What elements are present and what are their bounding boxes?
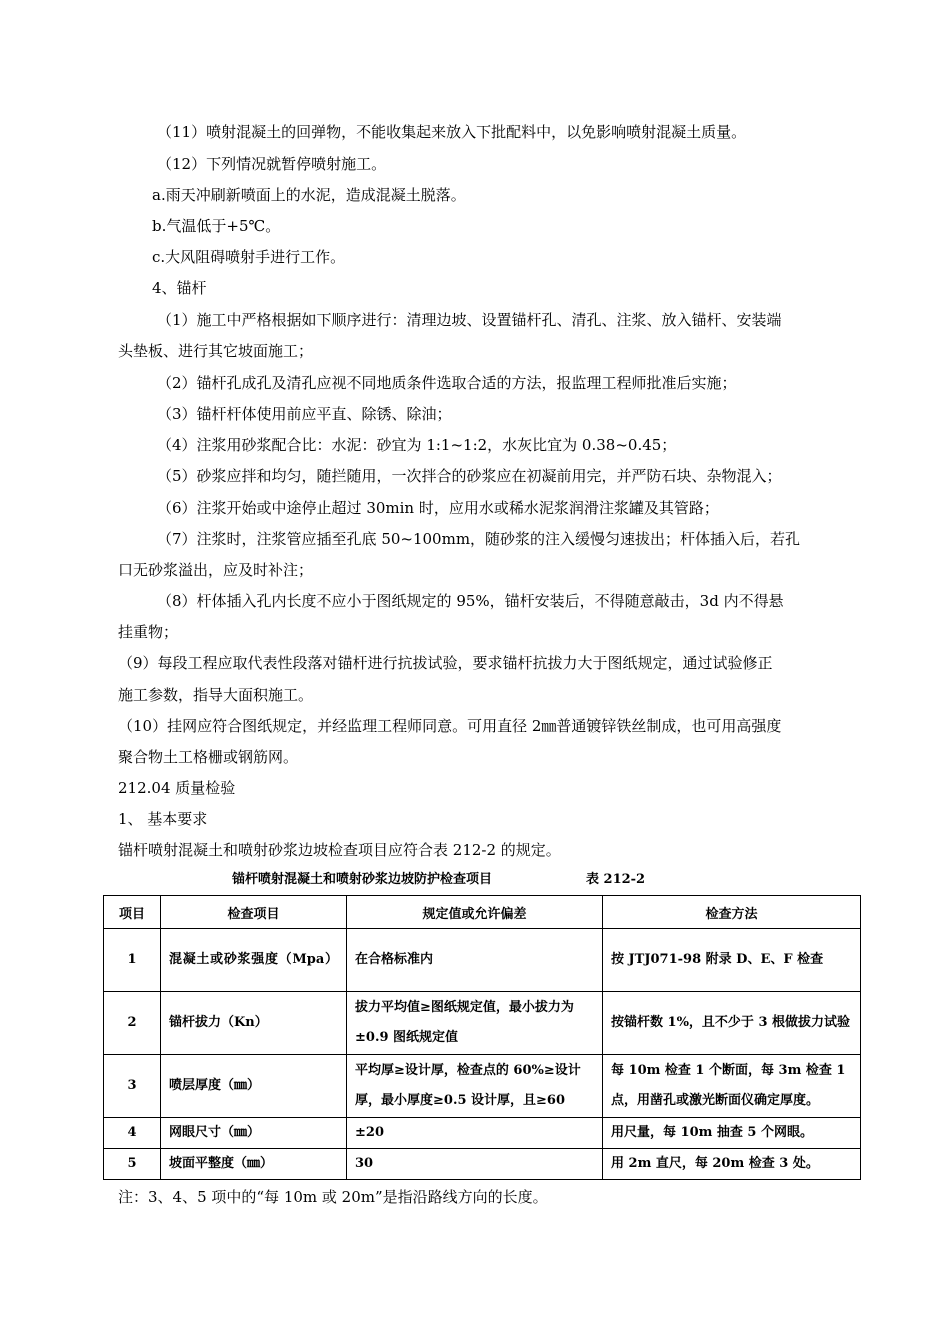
- cell-text: 喷层厚度（㎜）: [169, 1078, 261, 1093]
- cell-item-no: 1: [104, 929, 161, 992]
- cell-text: 按 JTJ071-98 附录 D、E、F 检查: [611, 952, 824, 967]
- cell-item-no: 2: [104, 992, 161, 1055]
- paragraph-11: （11）喷射混凝土的回弹物，不能收集起来放入下批配料中，以免影响喷射混凝土质量。: [157, 123, 747, 141]
- paragraph-12: （12）下列情况就暂停喷射施工。: [157, 155, 387, 173]
- cell-check-method: 用尺量，每 10m 抽查 5 个网眼。: [603, 1118, 861, 1149]
- anchor-step-7-line1: （7）注浆时，注浆管应插至孔底 50~100mm，随砂浆的注入缓慢匀速拔出；杆体插入后，若孔: [157, 530, 801, 548]
- anchor-step-4: （4）注浆用砂浆配合比：水泥：砂宜为 1:1~1:2，水灰比宜为 0.38~0.45；: [157, 436, 677, 454]
- anchor-step-1-line1: （1）施工中严格根据如下顺序进行：清理边坡、设置锚杆孔、清孔、注浆、放入锚杆、安装端: [157, 311, 782, 329]
- list-item-b: b.气温低于+5℃。: [152, 217, 281, 235]
- cell-text: 平均厚≥设计厚，检查点的 60%≥设计厚，最小厚度≥0.5 设计厚，且≥60: [355, 1063, 581, 1108]
- table-row: [104, 1055, 861, 1118]
- cell-check-item: [161, 929, 347, 992]
- cell-check-item: [161, 992, 347, 1055]
- cell-text: 按锚杆数 1%，且不少于 3 根做拔力试验: [611, 1015, 851, 1030]
- anchor-step-9-line2: 施工参数，指导大面积施工。: [118, 686, 314, 704]
- cell-check-item: 坡面平整度（㎜）: [161, 1149, 347, 1180]
- cell-check-method: [603, 929, 861, 992]
- cell-spec-value: ±20: [347, 1118, 603, 1149]
- cell-item-no: 5: [104, 1149, 161, 1180]
- cell-item-no: 3: [104, 1055, 161, 1118]
- anchor-step-2: （2）锚杆孔成孔及清孔应视不同地质条件选取合适的方法，报监理工程师批准后实施；: [157, 374, 737, 392]
- anchor-step-10-line2: 聚合物土工格栅或钢筋网。: [118, 748, 299, 766]
- header-spec-value: 规定值或允许偏差: [347, 896, 603, 929]
- anchor-step-1-line2: 头垫板、进行其它坡面施工；: [118, 342, 314, 360]
- table-row: [104, 929, 861, 992]
- header-item-no: 项目: [104, 896, 161, 929]
- cell-check-method: 用 2m 直尺，每 20m 检查 3 处。: [603, 1149, 861, 1180]
- list-item-c: c.大风阻碍喷射手进行工作。: [152, 248, 346, 266]
- inspection-table: [103, 895, 861, 1180]
- table-note: 注：3、4、5 项中的“每 10m 或 20m”是指沿路线方向的长度。: [118, 1188, 548, 1206]
- table-caption: 锚杆喷射混凝土和喷射砂浆边坡防护检查项目: [232, 872, 493, 887]
- table-number: 表 212-2: [586, 872, 646, 887]
- anchor-step-3: （3）锚杆杆体使用前应平直、除锈、除油；: [157, 405, 452, 423]
- cell-text: 在合格标准内: [355, 952, 434, 967]
- section-heading-quality: 212.04 质量检验: [118, 779, 236, 797]
- cell-text: 拔力平均值≥图纸规定值，最小拔力为±0.9 图纸规定值: [355, 1000, 574, 1045]
- table-row: [104, 1118, 861, 1149]
- cell-check-item: [161, 1055, 347, 1118]
- cell-check-method: [603, 1055, 861, 1118]
- anchor-step-5: （5）砂浆应拌和均匀，随拦随用，一次拌合的砂浆应在初凝前用完，并严防石块、杂物混入；: [157, 467, 782, 485]
- header-check-item: 检查项目: [161, 896, 347, 929]
- basic-requirements-text: 锚杆喷射混凝土和喷射砂浆边坡检查项目应符合表 212-2 的规定。: [118, 841, 561, 859]
- cell-check-item: 网眼尺寸（㎜）: [161, 1118, 347, 1149]
- cell-check-method: [603, 992, 861, 1055]
- anchor-step-10-line1: （10）挂网应符合图纸规定，并经监理工程师同意。可用直径 2㎜普通镀锌铁丝制成，也可用高强度: [118, 717, 782, 735]
- table-row: [104, 992, 861, 1055]
- anchor-step-7-line2: 口无砂浆溢出，应及时补注；: [118, 561, 314, 579]
- cell-text: 每 10m 检查 1 个断面，每 3m 检查 1 点，用凿孔或激光断面仪确定厚度。: [611, 1063, 846, 1108]
- cell-spec-value: [347, 929, 603, 992]
- anchor-step-8-line2: 挂重物；: [118, 623, 179, 641]
- cell-item-no: 4: [104, 1118, 161, 1149]
- section-heading-anchor: 4、锚杆: [152, 279, 207, 297]
- anchor-step-6: （6）注浆开始或中途停止超过 30min 时，应用水或稀水泥浆润滑注浆罐及其管路；: [157, 499, 719, 517]
- cell-text: 锚杆拔力（Kn）: [169, 1015, 268, 1030]
- subheading-basic-requirements: 1、 基本要求: [118, 810, 208, 828]
- header-check-method: 检查方法: [603, 896, 861, 929]
- anchor-step-9-line1: （9）每段工程应取代表性段落对锚杆进行抗拔试验，要求锚杆抗拔力大于图纸规定，通过试验修正: [118, 654, 773, 672]
- cell-text: 混凝土或砂浆强度（Mpa）: [169, 952, 338, 967]
- table-header-row: [104, 896, 861, 929]
- anchor-step-8-line1: （8）杆体插入孔内长度不应小于图纸规定的 95%，锚杆安装后，不得随意敲击，3d 内不得悬: [157, 592, 784, 610]
- cell-spec-value: [347, 1055, 603, 1118]
- cell-spec-value: [347, 992, 603, 1055]
- cell-spec-value: 30: [347, 1149, 603, 1180]
- list-item-a: a.雨天冲刷新喷面上的水泥，造成混凝土脱落。: [152, 186, 466, 204]
- table-row: [104, 1149, 861, 1180]
